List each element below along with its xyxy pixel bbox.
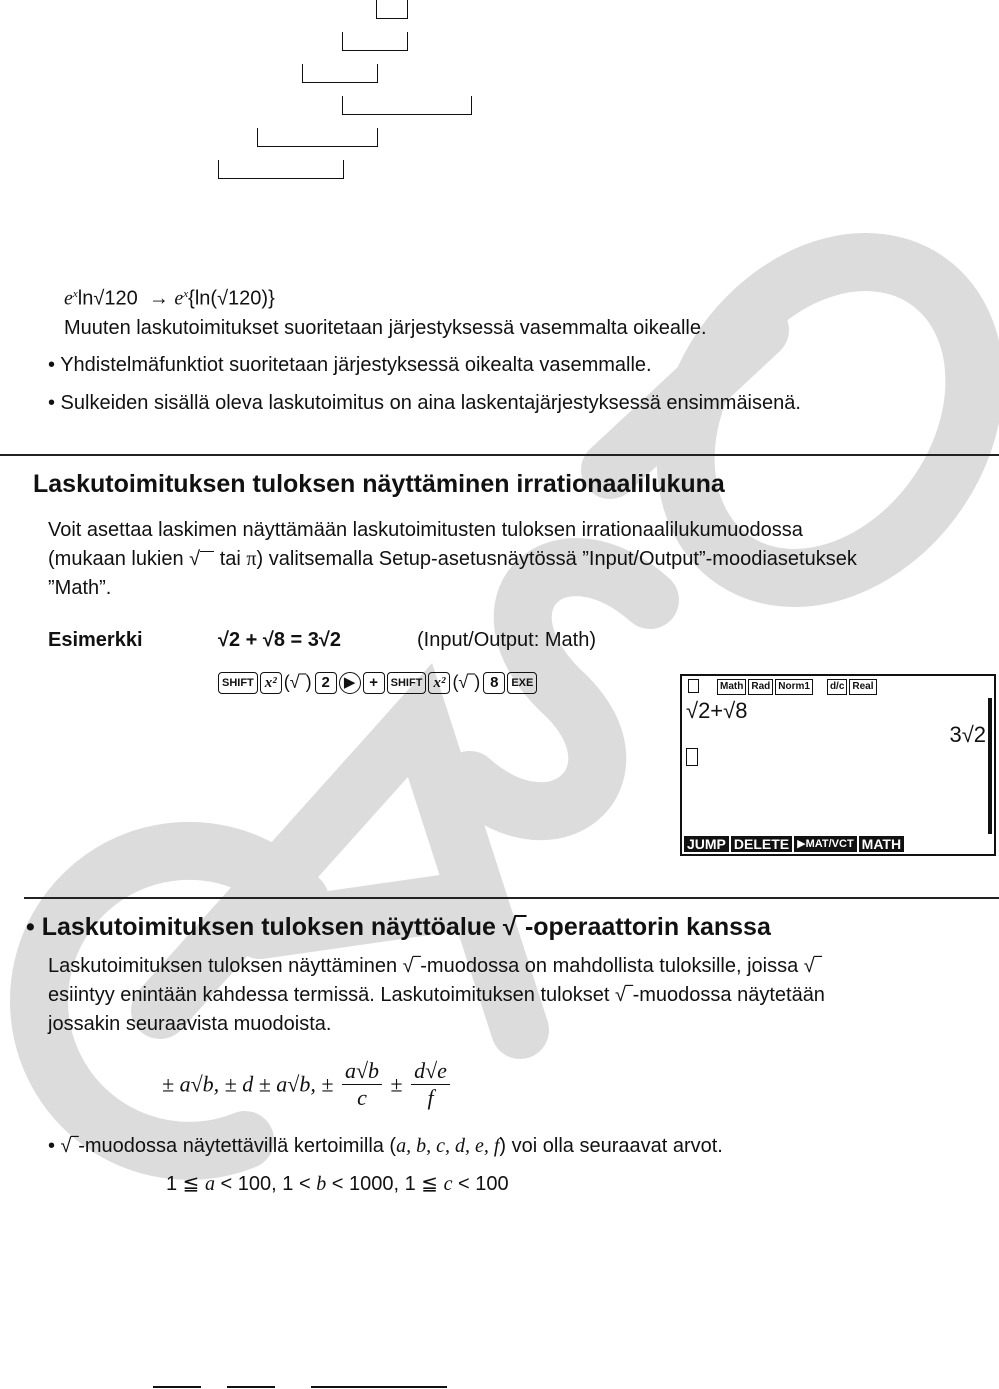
shift-key-2: SHIFT xyxy=(387,672,427,694)
expression-line: $e^x\ln√120 \to e^x\{\ln(√120)\}$ xyxy=(64,287,275,310)
x-squared-key-2: x² xyxy=(428,672,450,694)
fkey-jump[interactable]: JUMP xyxy=(684,836,729,852)
section-divider-1 xyxy=(0,454,999,456)
fraction-2: $\frac{d√e}{f}$ xyxy=(411,1058,450,1111)
plus-key: + xyxy=(363,672,385,694)
bracket-3 xyxy=(302,64,378,83)
bracket-6 xyxy=(218,160,344,179)
bracket-4 xyxy=(342,96,472,115)
sqrt-label: (√‾) xyxy=(283,672,312,692)
shift-key: SHIFT xyxy=(218,672,258,694)
example-label: Esimerkki xyxy=(48,629,143,651)
section2-para-line1: Laskutoimituksen tuloksen näyttäminen √‾-muodossa on mahdollista tuloksille, joissa √‾ xyxy=(48,955,822,977)
section-heading-sqrt-range: • Laskutoimituksen tuloksen näyttöalue √‾-operaattorin kanssa xyxy=(26,913,771,941)
bracket-5 xyxy=(257,128,378,147)
forms-formula xyxy=(162,1058,453,1111)
key-sequence xyxy=(218,672,539,694)
bracket-1 xyxy=(376,0,408,19)
example-mode: (Input/Output: Math) xyxy=(417,629,596,651)
note-line: Muuten laskutoimitukset suoritetaan järjestyksessä vasemmalta oikealle. xyxy=(64,317,707,339)
section-divider-2 xyxy=(24,897,999,899)
battery-icon xyxy=(688,679,699,693)
section2-para-line2: esiintyy enintään kahdessa termissä. Laskutoimituksen tulokset √‾-muodossa näytetään xyxy=(48,984,825,1006)
exe-key: EXE xyxy=(507,672,537,694)
x-squared-key: x² xyxy=(260,672,282,694)
fkey-math[interactable]: MATH xyxy=(859,836,904,852)
eight-key: 8 xyxy=(483,672,505,694)
bullet-parentheses: • Sulkeiden sisällä oleva laskutoimitus on aina laskentajärjestyksessä ensimmäisenä. xyxy=(48,392,801,414)
screen-input: √2+√8 xyxy=(686,698,748,723)
coefficient-bullet: • √‾-muodossa näytettävillä kertoimilla (a, b, c, d, e, f) voi olla seuraavat arvot. xyxy=(48,1135,723,1157)
section-heading-irrational: Laskutoimituksen tuloksen näyttäminen irrationaalilukuna xyxy=(33,470,725,498)
formula-lead: ± a√b, ± d ± a√b, ± xyxy=(162,1071,334,1097)
two-key: 2 xyxy=(315,672,337,694)
bottom-overline-1 xyxy=(153,1386,201,1388)
screen-result: 3√2 xyxy=(949,722,986,747)
calculator-screen xyxy=(680,674,996,856)
screen-cursor xyxy=(686,748,698,766)
sqrt-label-2: (√‾) xyxy=(452,672,481,692)
status-dc: d/c xyxy=(827,679,847,695)
fraction-1: $\frac{a√b}{c}$ xyxy=(342,1058,382,1111)
section2-para-line3: jossakin seuraavista muodoista. xyxy=(48,1013,332,1035)
section1-para-line1: Voit asettaa laskimen näyttämään laskutoimitusten tuloksen irrationaalilukumuodossa xyxy=(48,519,803,541)
fkey-delete[interactable]: DELETE xyxy=(731,836,792,852)
coefficient-range: 1 ≦ a < 100, 1 < b < 1000, 1 ≦ c < 100 xyxy=(166,1173,509,1195)
bottom-overline-3 xyxy=(311,1386,447,1388)
formula-pm: ± xyxy=(390,1071,403,1097)
example-expression: √2 + √8 = 3√2 xyxy=(218,629,342,651)
status-norm: Norm1 xyxy=(775,679,813,695)
bracket-2 xyxy=(342,32,408,51)
function-key-bar xyxy=(684,836,904,852)
section1-para-line2: (mukaan lukien √ tai π) valitsemalla Setup-asetusnäytössä ”Input/Output”-moodiasetuksek xyxy=(48,548,857,570)
status-bar xyxy=(688,679,877,695)
section1-para-line3: ”Math”. xyxy=(48,577,112,599)
status-rad: Rad xyxy=(748,679,773,695)
right-arrow-key: ▶ xyxy=(339,672,361,694)
status-real: Real xyxy=(849,679,876,695)
bullet-composite-functions: • Yhdistelmäfunktiot suoritetaan järjestyksessä oikealta vasemmalle. xyxy=(48,354,652,376)
status-math: Math xyxy=(717,679,746,695)
bottom-overline-2 xyxy=(227,1386,275,1388)
scrollbar xyxy=(988,698,992,834)
fkey-matvct[interactable]: ▶MAT/VCT xyxy=(794,836,857,852)
